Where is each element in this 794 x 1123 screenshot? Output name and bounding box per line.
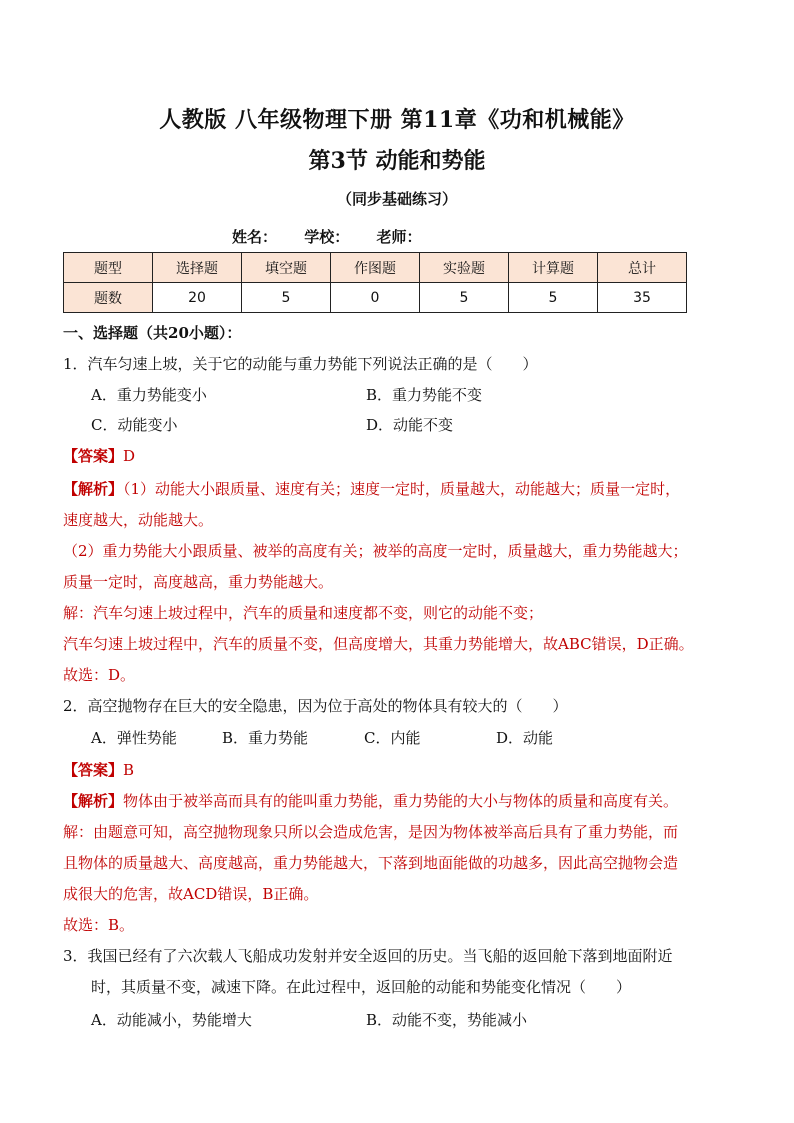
- question-1-solution-line: 解：汽车匀速上坡过程中，汽车的质量和速度都不变，则它的动能不变；: [63, 604, 544, 622]
- document-subtitle: （同步基础练习）: [336, 190, 457, 208]
- question-1-analysis-line: 速度越大，动能越大。: [63, 511, 214, 529]
- section-heading: 一、选择题（共20小题）：: [63, 324, 242, 342]
- question-1-analysis: [63, 478, 680, 499]
- document-title: 人教版 八年级物理下册 第11章《功和机械能》: [159, 107, 635, 133]
- section-title: 第3节 动能和势能: [308, 148, 486, 174]
- table-cell: 35: [598, 283, 687, 313]
- table-header-cell: 计算题: [509, 253, 598, 283]
- table-cell: 0: [331, 283, 420, 313]
- question-1-solution-line: 汽车匀速上坡过程中，汽车的质量不变，但高度增大，其重力势能增大，故ABC错误，D正确。: [63, 635, 694, 653]
- analysis-text: 物体由于被举高而具有的能叫重力势能，重力势能的大小与物体的质量和高度有关。: [123, 792, 679, 810]
- question-1-option-b: B．重力势能不变: [366, 386, 483, 404]
- table-cell: 20: [153, 283, 242, 313]
- question-2-choice: 故选：B。: [63, 916, 135, 934]
- question-2-option-c: C．内能: [364, 729, 421, 747]
- table-row-header: 题数: [64, 283, 153, 313]
- table-header-cell: 总计: [598, 253, 687, 283]
- table-cell: 5: [509, 283, 598, 313]
- table-header-row: [64, 253, 687, 283]
- question-3-option-b: B．动能不变，势能减小: [366, 1011, 528, 1029]
- question-1-analysis-line: （2）重力势能大小跟质量、被举的高度有关；被举的高度一定时，质量越大，重力势能越大；: [63, 542, 688, 560]
- table-header-cell: 选择题: [153, 253, 242, 283]
- question-2-solution-line: 解：由题意可知，高空抛物现象只所以会造成危害，是因为物体被举高后具有了重力势能，而: [63, 823, 679, 841]
- question-1-stem: 1．汽车匀速上坡，关于它的动能与重力势能下列说法正确的是（ ）: [63, 355, 538, 373]
- question-1-analysis-line: 质量一定时，高度越高，重力势能越大。: [63, 573, 334, 591]
- analysis-tag: 【解析】: [63, 480, 124, 498]
- question-2-solution-line: 且物体的质量越大、高度越高，重力势能越大，下落到地面能做的功越多，因此高空抛物会造: [63, 854, 679, 872]
- answer-value: B: [123, 761, 135, 779]
- analysis-tag: 【解析】: [63, 792, 124, 810]
- table-cell: 5: [420, 283, 509, 313]
- question-3-stem-line: 时，其质量不变，减速下降。在此过程中，返回舱的动能和势能变化情况（ ）: [91, 978, 632, 996]
- question-count-table: [63, 252, 687, 313]
- table-cell: 5: [242, 283, 331, 313]
- answer-tag: 【答案】: [63, 447, 124, 465]
- school-label: 学校：: [304, 228, 350, 246]
- student-info-bar: [232, 226, 444, 247]
- answer-tag: 【答案】: [63, 761, 124, 779]
- table-header-cell: 实验题: [420, 253, 509, 283]
- question-2-answer: [63, 759, 134, 780]
- question-2-option-b: B．重力势能: [222, 729, 309, 747]
- question-3-stem: 3．我国已经有了六次载人飞船成功发射并安全返回的历史。当飞船的返回舱下落到地面附近: [63, 947, 673, 965]
- name-label: 姓名：: [232, 228, 278, 246]
- teacher-label: 老师：: [376, 228, 422, 246]
- question-2-stem: 2．高空抛物存在巨大的安全隐患，因为位于高处的物体具有较大的（ ）: [63, 697, 568, 715]
- question-2-option-a: A．弹性势能: [91, 729, 177, 747]
- question-1-answer: [63, 445, 135, 466]
- answer-value: D: [123, 447, 136, 465]
- question-1-choice: 故选：D。: [63, 666, 136, 684]
- analysis-text: （1）动能大小跟质量、速度有关；速度一定时，质量越大，动能越大；质量一定时，: [123, 480, 681, 498]
- question-1-option-a: A．重力势能变小: [91, 386, 207, 404]
- table-header-cell: 填空题: [242, 253, 331, 283]
- question-2-option-d: D．动能: [496, 729, 554, 747]
- question-2-analysis: [63, 790, 678, 811]
- question-1-option-d: D．动能不变: [366, 416, 454, 434]
- question-2-solution-line: 成很大的危害，故ACD错误，B正确。: [63, 885, 319, 903]
- table-header-cell: 题型: [64, 253, 153, 283]
- table-row: [64, 283, 687, 313]
- question-1-option-c: C．动能变小: [91, 416, 178, 434]
- table-header-cell: 作图题: [331, 253, 420, 283]
- question-3-option-a: A．动能减小，势能增大: [91, 1011, 252, 1029]
